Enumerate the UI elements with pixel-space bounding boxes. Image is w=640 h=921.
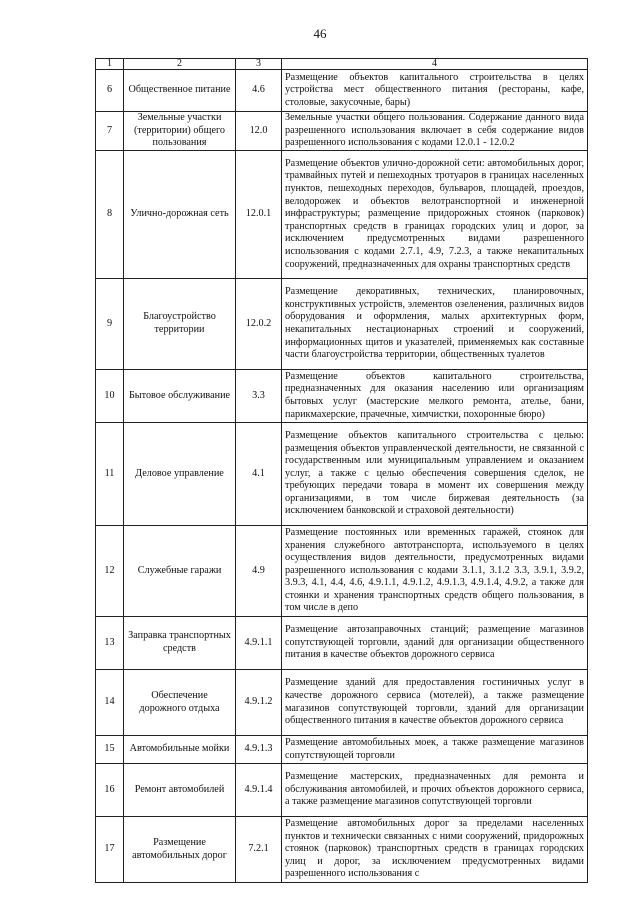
use-type-name: Автомобильные мойки (124, 736, 236, 764)
use-type-code: 7.2.1 (236, 817, 282, 883)
use-type-name: Деловое управление (124, 423, 236, 526)
use-type-name: Ремонт автомобилей (124, 764, 236, 817)
use-type-code: 12.0.2 (236, 279, 282, 370)
use-type-name: Улично-дорожная сеть (124, 151, 236, 279)
use-type-description: Размещение объектов капитального строительства с целью: размещения объектов управленческой деятельности, не связанной с государственным или муниципальным управлением и оказанием услуг, а также с целью обеспечения совершения сделок, не требующих передачи товара в момент их совершения между организациями, в том числе биржевая деятельность (за исключением банковской и страховой деятельности) (282, 423, 588, 526)
use-type-description: Размещение мастерских, предназначенных для ремонта и обслуживания автомобилей, и прочих объектов дорожного сервиса, а также размещение магазинов сопутствующей торговли (282, 764, 588, 817)
row-number: 11 (96, 423, 124, 526)
row-number: 17 (96, 817, 124, 883)
row-number: 7 (96, 112, 124, 151)
use-type-name: Размещение автомобильных дорог (124, 817, 236, 883)
use-type-name: Общественное питание (124, 70, 236, 112)
use-type-description: Размещение объектов улично-дорожной сети: автомобильных дорог, трамвайных путей и пешеходных тротуаров в границах населенных пунктов, пешеходных переходов, бульваров, площадей, проездов, велодорожек и объектов велотранспортной и инженерной инфраструктуры; размещение придорожных стоянок (парковок) транспортных средств в границах городских улиц и дорог, за исключением предусмотренных видами разрешенного использования с кодами 2.7.1, 4.9, 7.2.3, а также некапитальных сооружений, предназначенных для охраны транспортных средств (282, 151, 588, 279)
use-type-code: 4.9 (236, 526, 282, 617)
use-type-code: 4.9.1.1 (236, 617, 282, 670)
use-type-description: Размещение автомобильных моек, а также размещение магазинов сопутствующей торговли (282, 736, 588, 764)
use-type-description: Размещение автозаправочных станций; размещение магазинов сопутствующей торговли, зданий для организации общественного питания в качестве объектов дорожного сервиса (282, 617, 588, 670)
table-row (96, 423, 588, 526)
row-number: 12 (96, 526, 124, 617)
use-type-code: 4.1 (236, 423, 282, 526)
table-row (96, 112, 588, 151)
use-type-description: Размещение зданий для предоставления гостиничных услуг в качестве дорожного сервиса (мотелей), а также размещение магазинов сопутствующей торговли, зданий для организации общественного питания в качестве объектов дорожного сервиса (282, 670, 588, 736)
use-type-code: 12.0.1 (236, 151, 282, 279)
use-type-name: Обеспечение дорожного отдыха (124, 670, 236, 736)
use-type-description: Размещение постоянных или временных гаражей, стоянок для хранения служебного автотранспорта, используемого в целях осуществления видов деятельности, предусмотренных видами разрешенного использования с кодами 3.1.1, 3.1.2 3.3, 3.9.1, 3.9.2, 3.9.3, 4.1, 4.4, 4.6, 4.9.1.1, 4.9.1.2, 4.9.1.3, 4.9.1.4, 4.9.2, а также для стоянки и хранения транспортных средств общего пользования, в том числе в депо (282, 526, 588, 617)
row-number: 13 (96, 617, 124, 670)
use-type-name: Земельные участки (территории) общего пользования (124, 112, 236, 151)
use-type-name: Заправка транспортных средств (124, 617, 236, 670)
use-type-code: 3.3 (236, 370, 282, 423)
page-number: 46 (313, 26, 327, 41)
header-col-3: 3 (236, 59, 282, 70)
use-type-description: Размещение автомобильных дорог за пределами населенных пунктов и технически связанных с ними сооружений, придорожных стоянок (парковок) транспортных средств в границах городских улиц и дорог, за исключением предусмотренных видами разрешенного использования с (282, 817, 588, 883)
table-row (96, 279, 588, 370)
header-col-1: 1 (96, 59, 124, 70)
use-type-code: 4.9.1.4 (236, 764, 282, 817)
table-row (96, 526, 588, 617)
use-type-name: Бытовое обслуживание (124, 370, 236, 423)
table-row (96, 370, 588, 423)
row-number: 8 (96, 151, 124, 279)
table-header (96, 59, 588, 70)
use-type-description: Земельные участки общего пользования. Содержание данного вида разрешенного использования включает в себя содержание видов разрешенного использования с кодами 12.0.1 - 12.0.2 (282, 112, 588, 151)
use-type-description: Размещение объектов капитального строительства, предназначенных для оказания населению или организациям бытовых услуг (мастерские мелкого ремонта, ателье, бани, парикмахерские, прачечные, химчистки, похоронные бюро) (282, 370, 588, 423)
header-col-4: 4 (282, 59, 588, 70)
land-use-table (95, 58, 588, 883)
use-type-code: 4.9.1.2 (236, 670, 282, 736)
row-number: 9 (96, 279, 124, 370)
row-number: 15 (96, 736, 124, 764)
use-type-code: 4.9.1.3 (236, 736, 282, 764)
use-type-description: Размещение объектов капитального строительства в целях устройства мест общественного питания (рестораны, кафе, столовые, закусочные, бары) (282, 70, 588, 112)
table-row (96, 151, 588, 279)
row-number: 6 (96, 70, 124, 112)
table-row (96, 70, 588, 112)
row-number: 14 (96, 670, 124, 736)
table-row (96, 764, 588, 817)
table-row (96, 670, 588, 736)
table-row (96, 617, 588, 670)
row-number: 16 (96, 764, 124, 817)
header-col-2: 2 (124, 59, 236, 70)
row-number: 10 (96, 370, 124, 423)
use-type-description: Размещение декоративных, технических, планировочных, конструктивных устройств, элементов озеленения, различных видов оборудования и оформления, малых архитектурных форм, некапитальных нестационарных строений и сооружений, информационных щитов и указателей, применяемых как составные части благоустройства территории, общественных туалетов (282, 279, 588, 370)
table-row (96, 736, 588, 764)
use-type-name: Благоустройство территории (124, 279, 236, 370)
table-row (96, 817, 588, 883)
use-type-code: 12.0 (236, 112, 282, 151)
use-type-name: Служебные гаражи (124, 526, 236, 617)
use-type-code: 4.6 (236, 70, 282, 112)
